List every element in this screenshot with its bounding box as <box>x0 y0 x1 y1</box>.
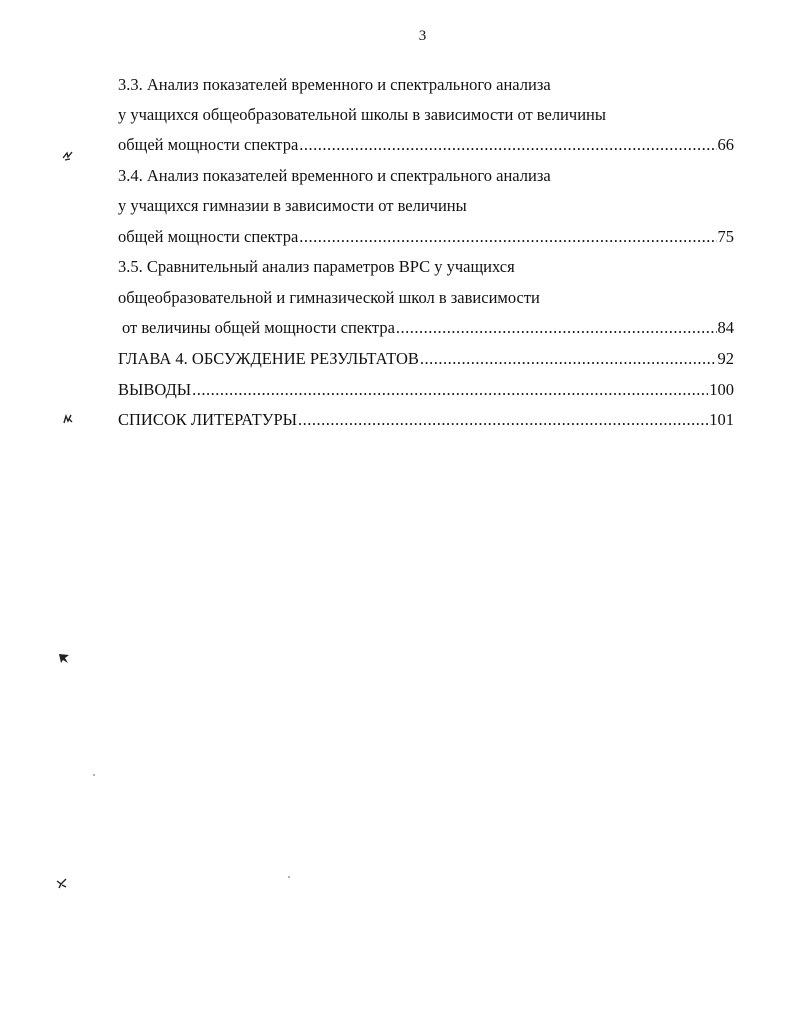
toc-entry-page: 100 <box>709 380 734 399</box>
toc-entry-page: 66 <box>717 135 734 154</box>
toc-entry-3-4 <box>118 226 734 248</box>
toc-entry-label: СПИСОК ЛИТЕРАТУРЫ <box>118 410 298 429</box>
toc-entry-3-4-line-1: 3.4. Анализ показателей временного и спектрального анализа <box>118 166 551 185</box>
dot-leader <box>396 317 717 339</box>
dot-leader <box>299 134 716 156</box>
toc-entry-page: 101 <box>709 410 734 429</box>
toc-entry-3-5 <box>118 317 734 339</box>
toc-entry-label: общей мощности спектра <box>118 135 299 154</box>
dot-leader <box>192 379 708 401</box>
scan-mark-icon <box>62 150 74 162</box>
scan-speck <box>93 774 95 776</box>
scan-speck <box>288 876 290 878</box>
toc-entry-3-3 <box>118 134 734 156</box>
dot-leader <box>420 348 717 370</box>
toc-entry-3-3-line-2: у учащихся общеобразовательной школы в зависимости от величины <box>118 105 606 124</box>
scan-mark-icon <box>58 652 70 664</box>
scan-mark-icon <box>56 877 68 889</box>
toc-entry-label: ВЫВОДЫ <box>118 380 192 399</box>
toc-entry-3-3-line-1: 3.3. Анализ показателей временного и спектрального анализа <box>118 75 551 94</box>
scan-mark-icon <box>62 413 74 425</box>
page-number: 3 <box>418 28 427 44</box>
toc-entry-references <box>118 409 734 431</box>
toc-entry-page: 75 <box>717 227 734 246</box>
toc-entry-conclusions <box>118 379 734 401</box>
toc-entry-3-5-line-2: общеобразовательной и гимназической школ в зависимости <box>118 288 540 307</box>
toc-entry-3-4-line-2: у учащихся гимназии в зависимости от величины <box>118 196 467 215</box>
toc-entry-chapter-4 <box>118 348 734 370</box>
toc-entry-label: ГЛАВА 4. ОБСУЖДЕНИЕ РЕЗУЛЬТАТОВ <box>118 349 419 368</box>
dot-leader <box>299 226 716 248</box>
toc-entry-page: 92 <box>717 349 734 368</box>
toc-entry-3-5-line-1: 3.5. Сравнительный анализ параметров ВРС у учащихся <box>118 257 515 276</box>
toc-entry-label: от величины общей мощности спектра <box>122 318 395 337</box>
toc-entry-page: 84 <box>717 318 734 337</box>
toc-entry-label: общей мощности спектра <box>118 227 299 246</box>
dot-leader <box>298 409 708 431</box>
